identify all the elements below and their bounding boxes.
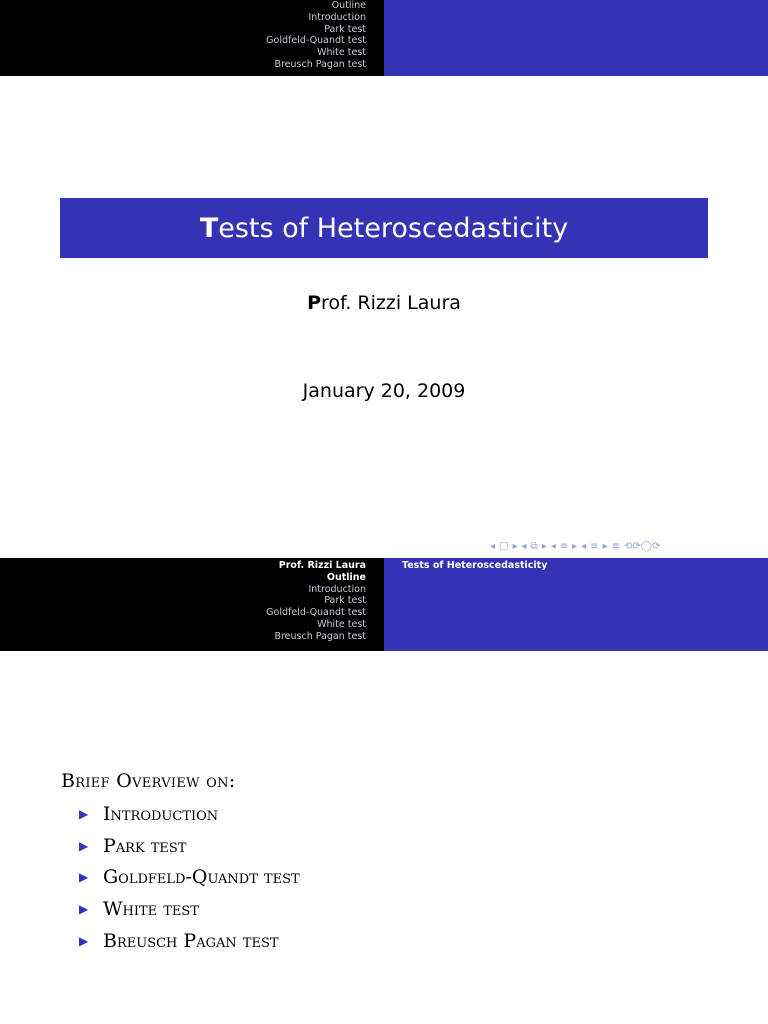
- nav-item-breusch-pagan[interactable]: Breusch Pagan test: [274, 630, 366, 642]
- search-zoom-icons[interactable]: ⟲⟳◯⟳: [624, 540, 661, 552]
- nav-item-goldfeld-quandt[interactable]: Goldfeld-Quandt test: [266, 35, 366, 47]
- part-next-icon[interactable]: ▸: [602, 540, 608, 552]
- top-header-right: [384, 0, 768, 76]
- nav-item-white-test[interactable]: White test: [317, 618, 366, 630]
- author-initial: P: [307, 292, 322, 314]
- triangle-bullet-icon: ▶: [79, 838, 89, 853]
- part-icon[interactable]: ≡: [590, 540, 599, 552]
- top-header: [0, 0, 768, 76]
- triangle-bullet-icon: ▶: [79, 901, 89, 916]
- nav-item-outline[interactable]: Outline: [326, 571, 366, 583]
- nav-item-introduction[interactable]: Introduction: [308, 11, 366, 23]
- part-prev-icon[interactable]: ◂: [581, 540, 587, 552]
- list-item-label: Breusch Pagan test: [103, 929, 279, 952]
- title-initial: T: [199, 212, 219, 244]
- overview-block: [61, 770, 300, 956]
- list-item-label: White test: [103, 897, 199, 920]
- nav-item-breusch-pagan[interactable]: Breusch Pagan test: [274, 58, 366, 70]
- list-item-label: Park test: [103, 834, 187, 857]
- title-rest: ests of Heteroscedasticity: [218, 212, 569, 244]
- section-prev-icon[interactable]: ◂: [550, 540, 556, 552]
- second-header: [0, 558, 768, 651]
- frame-icon[interactable]: □: [499, 540, 509, 552]
- list-item-label: Introduction: [103, 802, 219, 825]
- list-item: [79, 925, 300, 957]
- list-item: [79, 830, 300, 862]
- nav-item-goldfeld-quandt[interactable]: Goldfeld-Quandt test: [266, 607, 366, 619]
- overview-heading: Brief Overview on:: [61, 770, 236, 792]
- author-line: [0, 292, 768, 314]
- list-item: [79, 861, 300, 893]
- section-next-icon[interactable]: ▸: [572, 540, 578, 552]
- subsection-prev-icon[interactable]: ◂: [521, 540, 527, 552]
- frame-prev-icon[interactable]: ◂: [490, 540, 496, 552]
- document-icon[interactable]: ≡: [611, 540, 621, 552]
- list-item-label: Goldfeld-Quandt test: [103, 866, 300, 889]
- second-header-nav: [0, 558, 384, 651]
- section-icon[interactable]: ≡: [559, 540, 569, 552]
- overview-list: [61, 798, 300, 956]
- subsection-next-icon[interactable]: ▸: [541, 540, 547, 552]
- author-rest: rof. Rizzi Laura: [321, 292, 461, 314]
- frame-next-icon[interactable]: ▸: [512, 540, 518, 552]
- list-item: [79, 893, 300, 925]
- slide-title-bar: [60, 198, 708, 258]
- header-presentation-title: Tests of Heteroscedasticity: [384, 558, 768, 651]
- slide-date: January 20, 2009: [302, 380, 466, 402]
- nav-item-white-test[interactable]: White test: [317, 47, 366, 59]
- nav-item-park-test[interactable]: Park test: [324, 595, 366, 607]
- nav-item-outline[interactable]: Outline: [331, 0, 366, 11]
- triangle-bullet-icon: ▶: [79, 806, 89, 821]
- top-header-nav: [0, 0, 384, 76]
- subsection-icon[interactable]: ⧉: [530, 540, 538, 552]
- nav-item-introduction[interactable]: Introduction: [308, 583, 366, 595]
- nav-item-park-test[interactable]: Park test: [324, 23, 366, 35]
- beamer-nav-bar: [490, 539, 762, 553]
- list-item: [79, 798, 300, 830]
- header-author: Prof. Rizzi Laura: [278, 560, 366, 571]
- triangle-bullet-icon: ▶: [79, 933, 89, 948]
- triangle-bullet-icon: ▶: [79, 870, 89, 885]
